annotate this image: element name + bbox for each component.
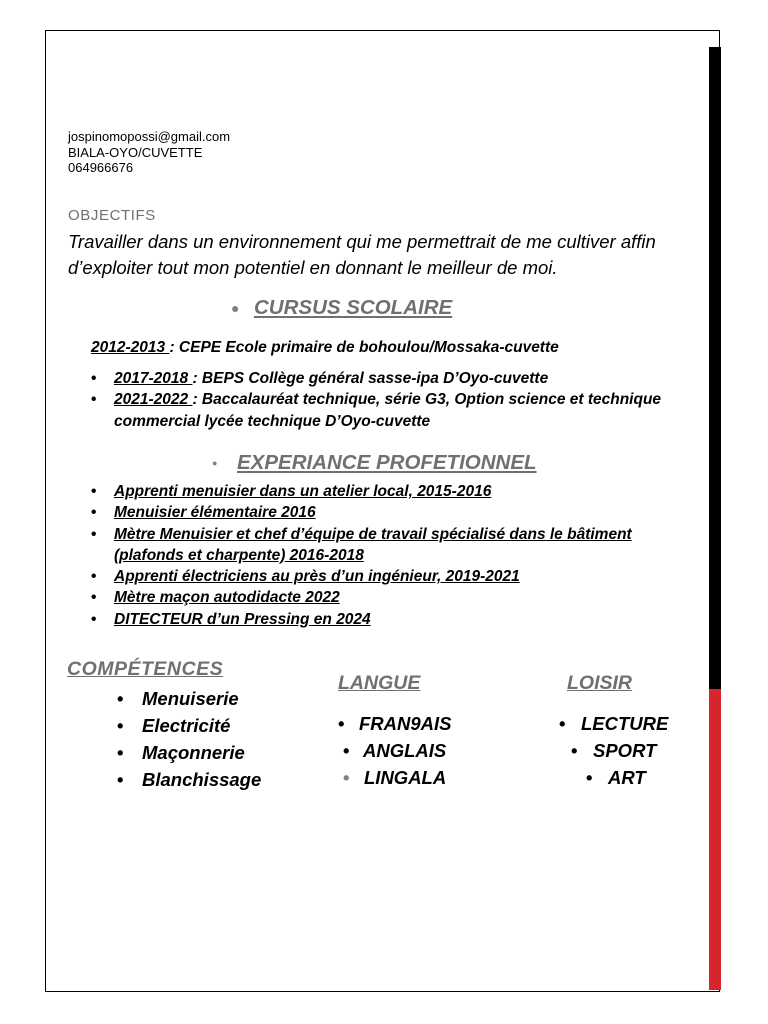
- bullet-icon: •: [559, 713, 566, 734]
- loisir-list: [559, 710, 699, 791]
- loisir-item: • LECTURE: [559, 710, 699, 737]
- competence-item: • Maçonnerie: [117, 739, 261, 766]
- cursus-years: 2021-2022: [114, 391, 193, 409]
- bullet-icon: •: [571, 740, 578, 761]
- experience-item: • Mètre Menuisier et chef d’équipe de travail spécialisé dans le bâtiment (plafonds et charpente) 2016-2018: [91, 525, 632, 564]
- cursus-bullet-icon: ●: [231, 300, 240, 316]
- bullet-icon: •: [117, 742, 124, 763]
- objectifs-text: Travailler dans un environnement qui me permettrait de me cultiver affin d’exploiter tout mon potentiel en donnant le meilleur de moi.: [68, 231, 656, 278]
- bullet-icon: •: [338, 713, 345, 734]
- bullet-icon: •: [343, 740, 350, 761]
- bullet-icon: •: [586, 767, 593, 788]
- bullet-icon: •: [91, 525, 97, 543]
- bullet-icon: •: [91, 610, 97, 628]
- bullet-icon: •: [91, 483, 97, 500]
- competence-item: • Electricité: [117, 712, 261, 739]
- bullet-icon: •: [91, 568, 97, 586]
- objectifs-heading: OBJECTIFS: [68, 207, 156, 224]
- bullet-icon: •: [91, 504, 97, 522]
- langue-item: • LINGALA: [338, 764, 488, 791]
- cursus-entry: [91, 339, 559, 357]
- bullet-icon: •: [91, 391, 97, 409]
- loisir-item: • SPORT: [559, 737, 699, 764]
- contact-email[interactable]: jospinomopossi@gmail.com: [68, 129, 231, 144]
- cursus-detail: : CEPE Ecole primaire de bohoulou/Mossaka-cuvette: [169, 339, 559, 356]
- loisir-title: LOISIR: [567, 672, 633, 694]
- cursus-entry: [91, 368, 681, 389]
- experience-item: • Menuisier élémentaire 2016: [91, 502, 681, 523]
- bullet-icon: •: [117, 769, 124, 790]
- bullet-icon: •: [91, 370, 97, 387]
- cursus-detail: : BEPS Collège général sasse-ipa D’Oyo-cuvette: [192, 370, 549, 387]
- competences-title: COMPÉTENCES: [67, 658, 224, 680]
- loisir-item: • ART: [559, 764, 699, 791]
- langue-title: LANGUE: [338, 672, 421, 694]
- cursus-entry: [91, 389, 681, 432]
- cursus-list: [91, 368, 681, 432]
- experience-item: • DITECTEUR d’un Pressing en 2024: [91, 609, 681, 630]
- bullet-icon: •: [91, 589, 97, 607]
- bullet-icon: •: [343, 767, 350, 788]
- experience-title: EXPERIANCE PROFETIONNEL: [237, 451, 537, 474]
- experience-item: • Apprenti électriciens au près d’un ingénieur, 2019-2021: [91, 566, 681, 587]
- competence-item: • Menuiserie: [117, 685, 261, 712]
- cursus-years: 2012-2013: [91, 339, 170, 356]
- cursus-detail: : Baccalauréat technique, série G3, Option science et technique commercial lycée technique D’Oyo-cuvette: [114, 391, 662, 430]
- experience-list: [91, 481, 681, 630]
- experience-item: • Mètre maçon autodidacte 2022: [91, 587, 681, 608]
- competences-list: [117, 685, 261, 793]
- langue-item: • ANGLAIS: [338, 737, 488, 764]
- experience-item: • Apprenti menuisier dans un atelier local, 2015-2016: [91, 481, 681, 502]
- contact-block: [68, 129, 230, 176]
- cursus-years: 2017-2018: [114, 370, 193, 387]
- accent-bar-red: [709, 689, 721, 990]
- bullet-icon: •: [117, 715, 124, 736]
- langue-list: [338, 710, 488, 791]
- langue-item: • FRAN9AIS: [338, 710, 488, 737]
- accent-bar-black: [709, 47, 721, 689]
- competence-item: • Blanchissage: [117, 766, 261, 793]
- cursus-title: CURSUS SCOLAIRE: [254, 296, 453, 319]
- bullet-icon: •: [117, 688, 124, 709]
- contact-address: BIALA-OYO/CUVETTE: [68, 144, 203, 160]
- experience-bullet-icon: ●: [212, 458, 218, 468]
- contact-phone: 064966676: [68, 160, 134, 175]
